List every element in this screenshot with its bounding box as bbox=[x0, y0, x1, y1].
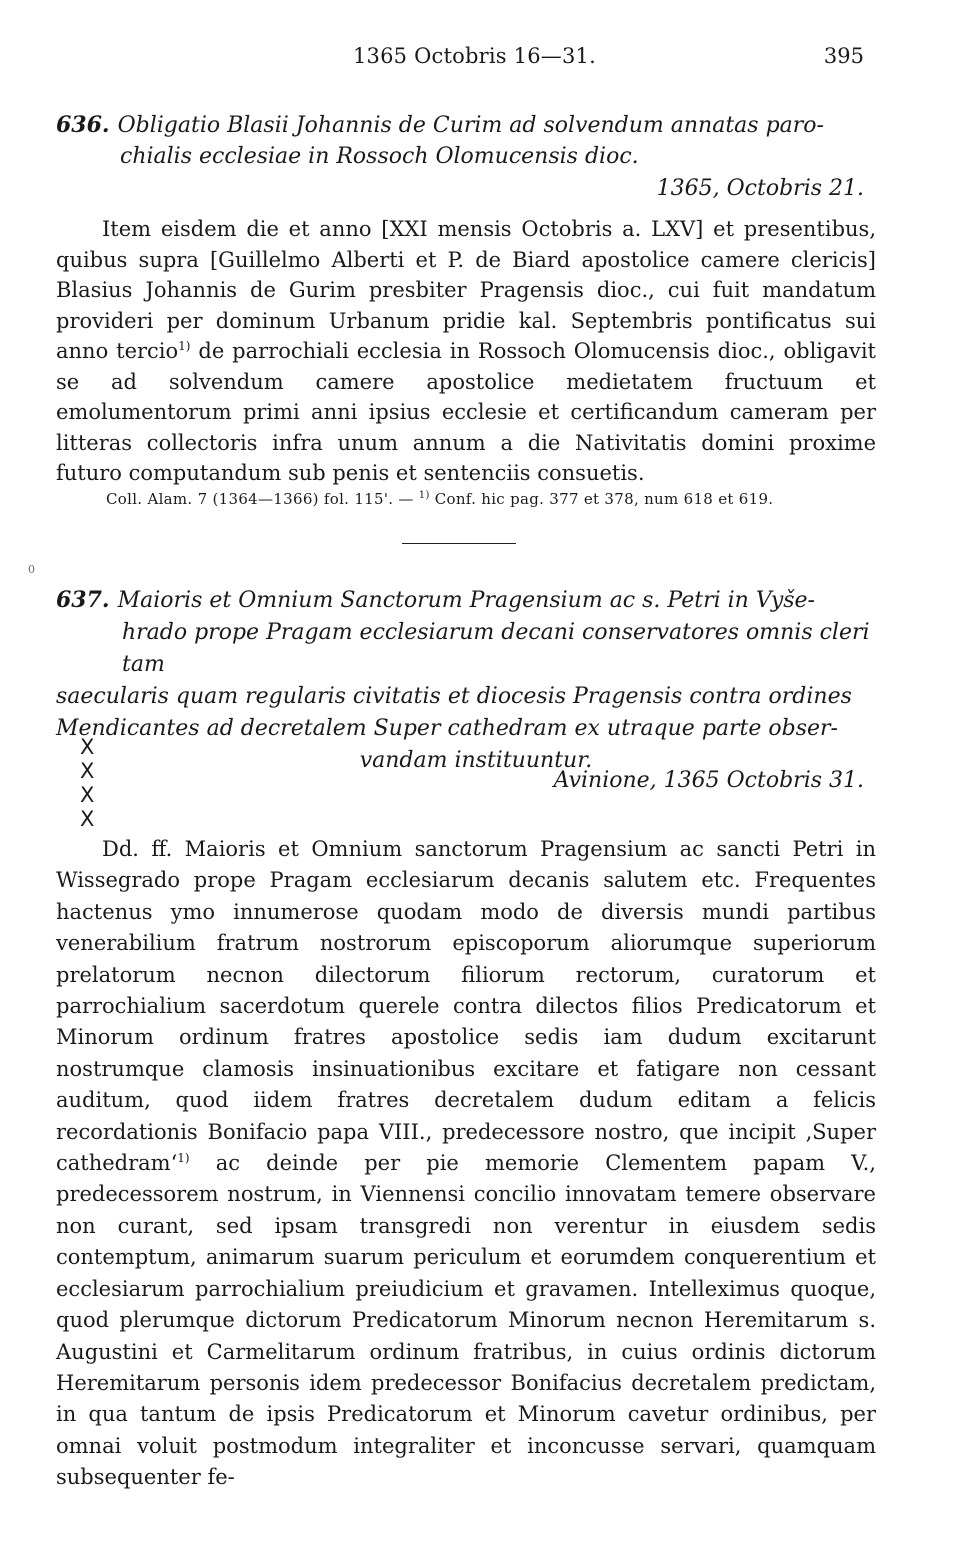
footnote-ref: 1) bbox=[178, 339, 191, 353]
entry-636-body-text-b: de parrochiali ecclesia in Rossoch Olomucensis dioc., obligavit se ad solvendum camere apostolice medietatem fructuum et emolumentorum primi anni ipsius ecclesie et certificandum cameram per litteras collectoris infra unum annum a die Nativitatis domini proxime futuro computandum sub penis et sentenciis consuetis. bbox=[56, 339, 876, 485]
entry-637-title bbox=[56, 584, 876, 777]
entry-636-body bbox=[56, 214, 876, 489]
entry-636-date: 1365, Octobris 21. bbox=[656, 176, 864, 201]
cross-mark: X bbox=[80, 759, 95, 783]
entry-637-date: Avinione, 1365 Octobris 31. bbox=[553, 768, 864, 793]
cross-mark: X bbox=[80, 783, 95, 807]
footnote-ref: 1) bbox=[177, 1151, 190, 1166]
entry-637-body bbox=[56, 834, 876, 1494]
entry-637-title-line1: Maioris et Omnium Sanctorum Pragensium ac s. Petri in Vyše- bbox=[117, 588, 815, 613]
entry-637-title-line3: saecularis quam regularis civitatis et diocesis Pragensis contra ordines bbox=[56, 684, 852, 709]
entry-636-source-note bbox=[106, 490, 773, 508]
entry-637-title-line5: vandam instituuntur. bbox=[359, 748, 593, 773]
entry-636-title bbox=[56, 110, 876, 172]
entry-637-number: 637. bbox=[56, 587, 110, 613]
entry-637-title-line2: hrado prope Pragam ecclesiarum decani conservatores omnis cleri tam bbox=[122, 620, 870, 677]
entry-637-body-text-b: ac deinde per pie memorie Clementem papam V., predecessorem nostrum, in Viennensi concilio innovatam temere observare non curant, sed ipsam transgredi non verentur in eiusdem sedis contemptum, animarum suarum periculum et eorumdem conquerentium et ecclesiarum parrochialium preiudicium et gravamen. Intelleximus quoque, quod plerumque dictorum Predicatorum Minorum necnon Heremitarum s. Augustini et Carmelitarum ordinum fratribus, in cuius ordinis dictorum Heremitarum personis idem predecessor Bonifacius decretalem predictam, in qua tantum de ipsis Predicatorum et Minorum cavetur ordinibus, per omnai voluit postmodum integraliter et inconcusse servari, quamquam subsequenter fe- bbox=[56, 1151, 876, 1490]
entry-636-title-line1: Obligatio Blasii Johannis de Curim ad solvendum annatas paro- bbox=[117, 113, 824, 138]
cross-marks bbox=[80, 735, 94, 831]
source-note-text-a: Coll. Alam. 7 (1364—1366) fol. 115'. — bbox=[106, 490, 419, 508]
entry-637-title-line4: Mendicantes ad decretalem Super cathedram ex utraque parte obser- bbox=[56, 716, 838, 741]
page-header bbox=[0, 44, 960, 74]
source-note-ref: 1) bbox=[418, 490, 430, 501]
entry-636-title-line2: chialis ecclesiae in Rossoch Olomucensis dioc. bbox=[120, 144, 639, 169]
entry-636-body-text-a: Item eisdem die et anno [XXI mensis Octobris a. LXV] et presentibus, quibus supra [Guillelmo Alberti et P. de Biard apostolice camere clericis] Blasius Johannis de Gurim presbiter Pragensis dioc., cui fuit mandatum provideri per dominum Urbanum pridie kal. Septembris pontificatus sui anno tercio bbox=[56, 217, 876, 363]
entry-637-body-text-a: Dd. ff. Maioris et Omnium sanctorum Pragensium ac sancti Petri in Wissegrado prope Pragam ecclesiarum decanis salutem etc. Frequentes hactenus ymo innumerose quodam modo de diversis mundi partibus venerabilium fratrum nostrorum episcoporum aliorumque superiorum prelatorum necnon dilectorum filiorum rectorum, curatorum et parrochialium sacerdotum querele contra dilectos filios Predicatorum et Minorum ordinum fratres apostolice sedis iam dudum excitarunt nostrumque clamosis insinuationibus excitare et fatigare non cessant auditum, quod iidem fratres decretalem dudum editam a felicis recordationis Bonifacio papa VIII., predecessore nostro, que incipit ‚Super cathedram‘ bbox=[56, 837, 876, 1176]
cross-mark: X bbox=[80, 807, 95, 831]
source-note-text-b: Conf. hic pag. 377 et 378, num 618 et 619. bbox=[429, 490, 774, 508]
margin-mark: 0 bbox=[28, 563, 35, 576]
running-title: 1365 Octobris 16—31. bbox=[353, 44, 596, 68]
page-number: 395 bbox=[823, 44, 864, 68]
section-divider bbox=[402, 543, 516, 544]
entry-636-number: 636. bbox=[56, 112, 110, 138]
cross-mark: X bbox=[80, 735, 95, 759]
